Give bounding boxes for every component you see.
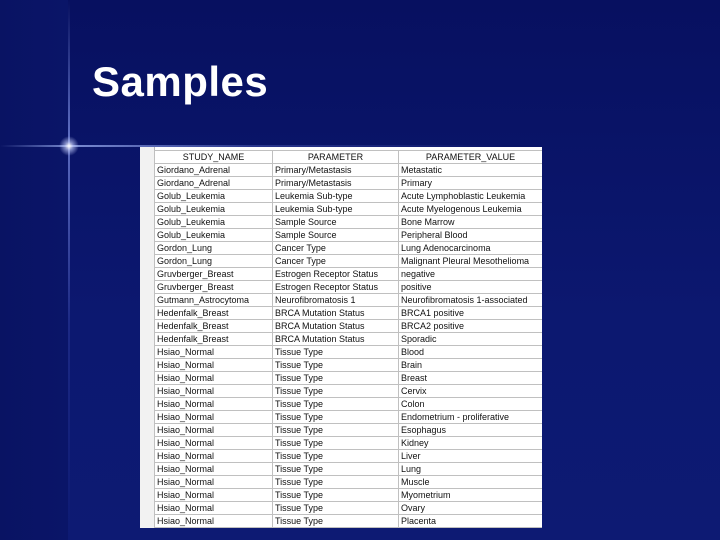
column-header-study-name: STUDY_NAME xyxy=(155,151,273,164)
cell-parameter: Tissue Type xyxy=(273,437,399,450)
cell-study-name: Giordano_Adrenal xyxy=(155,177,273,190)
cell-parameter-value: Esophagus xyxy=(399,424,543,437)
cell-parameter: BRCA Mutation Status xyxy=(273,307,399,320)
cell-study-name: Golub_Leukemia xyxy=(155,216,273,229)
table-row xyxy=(155,398,543,411)
table-row xyxy=(155,320,543,333)
cell-study-name: Hsiao_Normal xyxy=(155,463,273,476)
cell-parameter-value: Primary xyxy=(399,177,543,190)
table-row xyxy=(155,229,543,242)
cell-parameter: Sample Source xyxy=(273,216,399,229)
table-row xyxy=(155,294,543,307)
table-row xyxy=(155,242,543,255)
cell-study-name: Golub_Leukemia xyxy=(155,190,273,203)
samples-table-image xyxy=(140,147,542,528)
cell-parameter-value: BRCA1 positive xyxy=(399,307,543,320)
cell-study-name: Hsiao_Normal xyxy=(155,502,273,515)
cell-study-name: Hsiao_Normal xyxy=(155,476,273,489)
cell-parameter-value: BRCA2 positive xyxy=(399,320,543,333)
cell-study-name: Hsiao_Normal xyxy=(155,424,273,437)
cell-study-name: Gutmann_Astrocytoma xyxy=(155,294,273,307)
cell-parameter: Tissue Type xyxy=(273,359,399,372)
table-row xyxy=(155,424,543,437)
cell-parameter: Tissue Type xyxy=(273,502,399,515)
table-row xyxy=(155,463,543,476)
cell-parameter: Tissue Type xyxy=(273,398,399,411)
left-decor-band xyxy=(0,0,68,540)
table-row xyxy=(155,489,543,502)
cell-parameter: BRCA Mutation Status xyxy=(273,333,399,346)
table-row xyxy=(155,437,543,450)
cell-parameter: Neurofibromatosis 1 xyxy=(273,294,399,307)
cell-parameter-value: Metastatic xyxy=(399,164,543,177)
cell-parameter-value: Placenta xyxy=(399,515,543,528)
column-header-parameter-value: PARAMETER_VALUE xyxy=(399,151,543,164)
table-row xyxy=(155,385,543,398)
cell-parameter-value: Breast xyxy=(399,372,543,385)
table-row xyxy=(155,190,543,203)
cell-parameter-value: Neurofibromatosis 1-associated xyxy=(399,294,543,307)
cell-study-name: Hedenfalk_Breast xyxy=(155,333,273,346)
cell-study-name: Hsiao_Normal xyxy=(155,515,273,528)
cell-study-name: Hsiao_Normal xyxy=(155,359,273,372)
table-body xyxy=(155,164,543,528)
table-row xyxy=(155,307,543,320)
table-row xyxy=(155,476,543,489)
samples-table xyxy=(154,150,542,528)
table-row xyxy=(155,164,543,177)
cell-study-name: Hsiao_Normal xyxy=(155,489,273,502)
cell-parameter: BRCA Mutation Status xyxy=(273,320,399,333)
cell-parameter: Tissue Type xyxy=(273,411,399,424)
cell-parameter: Estrogen Receptor Status xyxy=(273,268,399,281)
cell-parameter: Cancer Type xyxy=(273,255,399,268)
table-row xyxy=(155,502,543,515)
table-row xyxy=(155,255,543,268)
table-row xyxy=(155,372,543,385)
cell-parameter-value: negative xyxy=(399,268,543,281)
table-row xyxy=(155,203,543,216)
cell-parameter: Tissue Type xyxy=(273,463,399,476)
cell-study-name: Hedenfalk_Breast xyxy=(155,307,273,320)
cell-parameter-value: Endometrium - proliferative xyxy=(399,411,543,424)
cell-study-name: Hsiao_Normal xyxy=(155,372,273,385)
cell-parameter-value: Acute Myelogenous Leukemia xyxy=(399,203,543,216)
cell-parameter-value: Liver xyxy=(399,450,543,463)
cell-parameter-value: Sporadic xyxy=(399,333,543,346)
cell-parameter-value: Myometrium xyxy=(399,489,543,502)
cell-parameter-value: Brain xyxy=(399,359,543,372)
cell-parameter: Tissue Type xyxy=(273,489,399,502)
cell-parameter: Primary/Metastasis xyxy=(273,177,399,190)
cell-study-name: Hsiao_Normal xyxy=(155,450,273,463)
cell-study-name: Hsiao_Normal xyxy=(155,411,273,424)
cell-parameter-value: Malignant Pleural Mesothelioma xyxy=(399,255,543,268)
cell-parameter-value: Bone Marrow xyxy=(399,216,543,229)
cell-study-name: Gruvberger_Breast xyxy=(155,268,273,281)
cell-parameter-value: Muscle xyxy=(399,476,543,489)
table-row xyxy=(155,515,543,528)
cell-parameter: Leukemia Sub-type xyxy=(273,203,399,216)
table-row xyxy=(155,411,543,424)
cell-parameter: Sample Source xyxy=(273,229,399,242)
cell-parameter-value: Ovary xyxy=(399,502,543,515)
cell-parameter: Tissue Type xyxy=(273,424,399,437)
table-row xyxy=(155,359,543,372)
vertical-glow-line xyxy=(68,0,70,540)
cell-study-name: Golub_Leukemia xyxy=(155,229,273,242)
table-row xyxy=(155,177,543,190)
cell-parameter: Tissue Type xyxy=(273,450,399,463)
table-row xyxy=(155,333,543,346)
cell-parameter: Tissue Type xyxy=(273,372,399,385)
cell-parameter: Tissue Type xyxy=(273,346,399,359)
cell-parameter-value: Peripheral Blood xyxy=(399,229,543,242)
cell-study-name: Hsiao_Normal xyxy=(155,437,273,450)
table-row xyxy=(155,216,543,229)
cell-study-name: Golub_Leukemia xyxy=(155,203,273,216)
cell-study-name: Gordon_Lung xyxy=(155,242,273,255)
cell-parameter: Estrogen Receptor Status xyxy=(273,281,399,294)
cell-parameter-value: Colon xyxy=(399,398,543,411)
cell-parameter: Tissue Type xyxy=(273,385,399,398)
table-row xyxy=(155,450,543,463)
cell-parameter: Primary/Metastasis xyxy=(273,164,399,177)
table-row xyxy=(155,268,543,281)
cell-parameter-value: positive xyxy=(399,281,543,294)
cell-study-name: Giordano_Adrenal xyxy=(155,164,273,177)
cell-parameter-value: Blood xyxy=(399,346,543,359)
cell-study-name: Hsiao_Normal xyxy=(155,346,273,359)
cell-study-name: Gruvberger_Breast xyxy=(155,281,273,294)
table-header-row xyxy=(155,151,543,164)
table-row xyxy=(155,346,543,359)
cell-parameter-value: Acute Lymphoblastic Leukemia xyxy=(399,190,543,203)
cell-study-name: Hsiao_Normal xyxy=(155,398,273,411)
cell-study-name: Hedenfalk_Breast xyxy=(155,320,273,333)
cell-parameter: Leukemia Sub-type xyxy=(273,190,399,203)
slide-title: Samples xyxy=(92,58,269,105)
cell-parameter: Cancer Type xyxy=(273,242,399,255)
table-row xyxy=(155,281,543,294)
column-header-parameter: PARAMETER xyxy=(273,151,399,164)
cell-parameter-value: Cervix xyxy=(399,385,543,398)
cell-parameter: Tissue Type xyxy=(273,476,399,489)
cell-parameter-value: Kidney xyxy=(399,437,543,450)
cell-parameter-value: Lung Adenocarcinoma xyxy=(399,242,543,255)
cell-study-name: Hsiao_Normal xyxy=(155,385,273,398)
cell-parameter-value: Lung xyxy=(399,463,543,476)
cell-study-name: Gordon_Lung xyxy=(155,255,273,268)
row-header-strip xyxy=(140,147,155,528)
cell-parameter: Tissue Type xyxy=(273,515,399,528)
